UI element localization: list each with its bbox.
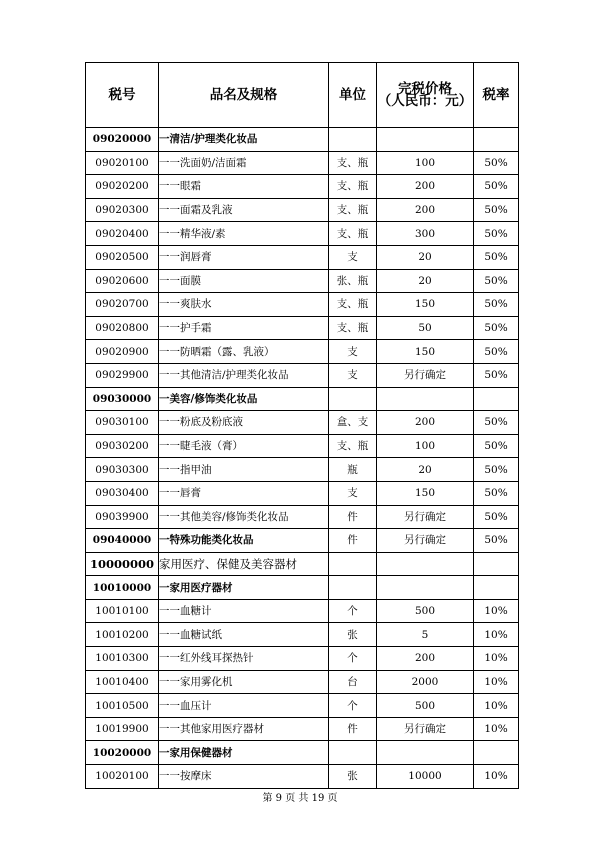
price-cell [377,741,474,765]
code-cell: 09030400 [86,481,159,505]
code-cell: 09020000 [86,128,159,152]
rate-cell: 50% [474,529,519,553]
code-cell: 09039900 [86,505,159,529]
table-row [86,481,519,505]
unit-cell: 个 [329,694,377,718]
code-cell: 09030100 [86,411,159,435]
name-cell: 一一睫毛液（膏） [159,434,329,458]
code-cell: 09020400 [86,222,159,246]
unit-cell [329,552,377,576]
unit-cell: 支、瓶 [329,293,377,317]
price-cell [377,576,474,600]
unit-cell: 支 [329,340,377,364]
unit-cell: 件 [329,505,377,529]
unit-cell [329,128,377,152]
code-cell: 09029900 [86,363,159,387]
header-code: 税号 [86,63,159,128]
price-cell: 200 [377,411,474,435]
name-cell: 一一指甲油 [159,458,329,482]
unit-cell: 台 [329,670,377,694]
table-row [86,316,519,340]
name-cell: 一一血糖计 [159,599,329,623]
rate-cell [474,387,519,411]
table-row [86,505,519,529]
price-cell: 150 [377,481,474,505]
table-row [86,552,519,576]
code-cell: 09040000 [86,529,159,553]
code-cell: 09020200 [86,175,159,199]
table-row [86,717,519,741]
header-unit: 单位 [329,63,377,128]
page-footer: 第 9 页 共 19 页 [262,793,338,804]
unit-cell: 支、瓶 [329,151,377,175]
table-row [86,670,519,694]
unit-cell: 支 [329,245,377,269]
header-price-line1: 完税价格 [398,81,452,97]
unit-cell [329,741,377,765]
price-cell: 150 [377,340,474,364]
price-cell: 500 [377,694,474,718]
table-row [86,151,519,175]
name-cell: 一美容/修饰类化妆品 [159,387,329,411]
code-cell: 10010200 [86,623,159,647]
table-row [86,222,519,246]
name-cell: 一一唇膏 [159,481,329,505]
table-row [86,293,519,317]
unit-cell: 支、瓶 [329,316,377,340]
rate-cell: 50% [474,293,519,317]
header-price-line2: （人民币：元） [377,93,473,109]
table-row [86,765,519,789]
rate-cell: 50% [474,411,519,435]
name-cell: 一一血压计 [159,694,329,718]
code-cell: 10010000 [86,576,159,600]
table-row [86,245,519,269]
table-row [86,694,519,718]
unit-cell: 张 [329,623,377,647]
price-cell: 5 [377,623,474,647]
name-cell: 一一按摩床 [159,765,329,789]
table-row [86,529,519,553]
name-cell: 一特殊功能类化妆品 [159,529,329,553]
code-cell: 10010300 [86,647,159,671]
code-cell: 09030200 [86,434,159,458]
name-cell: 一一其他美容/修饰类化妆品 [159,505,329,529]
table-row [86,599,519,623]
code-cell: 09030000 [86,387,159,411]
code-cell: 10019900 [86,717,159,741]
rate-cell [474,576,519,600]
table-row [86,128,519,152]
price-cell: 150 [377,293,474,317]
name-cell: 一家用保健器材 [159,741,329,765]
rate-cell [474,552,519,576]
name-cell: 一一防晒霜（露、乳液） [159,340,329,364]
table-row [86,411,519,435]
name-cell: 一家用医疗器材 [159,576,329,600]
price-cell: 另行确定 [377,363,474,387]
unit-cell: 个 [329,599,377,623]
unit-cell: 个 [329,647,377,671]
table-row [86,647,519,671]
code-cell: 09020800 [86,316,159,340]
rate-cell: 10% [474,647,519,671]
name-cell: 一一红外线耳探热针 [159,647,329,671]
unit-cell [329,576,377,600]
price-cell: 200 [377,175,474,199]
code-cell: 10010500 [86,694,159,718]
name-cell: 一一洗面奶/洁面霜 [159,151,329,175]
price-cell: 另行确定 [377,505,474,529]
rate-cell [474,128,519,152]
unit-cell [329,387,377,411]
unit-cell: 盒、支 [329,411,377,435]
price-cell: 另行确定 [377,529,474,553]
rate-cell: 50% [474,458,519,482]
price-cell: 100 [377,151,474,175]
table-row [86,269,519,293]
unit-cell: 张、瓶 [329,269,377,293]
rate-cell: 10% [474,717,519,741]
price-cell: 2000 [377,670,474,694]
price-cell: 另行确定 [377,717,474,741]
table-body [86,128,519,789]
price-cell [377,552,474,576]
table-row [86,175,519,199]
price-cell: 10000 [377,765,474,789]
rate-cell: 50% [474,505,519,529]
price-cell [377,387,474,411]
name-cell: 一一护手霜 [159,316,329,340]
rate-cell [474,741,519,765]
unit-cell: 支 [329,363,377,387]
rate-cell: 10% [474,599,519,623]
tariff-table [85,62,519,789]
code-cell: 09030300 [86,458,159,482]
unit-cell: 支、瓶 [329,175,377,199]
table-row [86,623,519,647]
rate-cell: 50% [474,269,519,293]
name-cell: 一一其他家用医疗器材 [159,717,329,741]
rate-cell: 10% [474,670,519,694]
code-cell: 10010100 [86,599,159,623]
unit-cell: 支、瓶 [329,198,377,222]
price-cell: 500 [377,599,474,623]
name-cell: 一一眼霜 [159,175,329,199]
price-cell: 20 [377,269,474,293]
unit-cell: 件 [329,529,377,553]
rate-cell: 50% [474,316,519,340]
unit-cell: 件 [329,717,377,741]
price-cell: 100 [377,434,474,458]
code-cell: 10010400 [86,670,159,694]
unit-cell: 支、瓶 [329,434,377,458]
unit-cell: 支、瓶 [329,222,377,246]
name-cell: 一一面霜及乳液 [159,198,329,222]
price-cell [377,128,474,152]
rate-cell: 50% [474,363,519,387]
rate-cell: 50% [474,151,519,175]
table-row [86,340,519,364]
price-cell: 50 [377,316,474,340]
table-row [86,458,519,482]
table-header-row [86,63,519,128]
name-cell: 一一润唇膏 [159,245,329,269]
code-cell: 10020100 [86,765,159,789]
code-cell: 09020600 [86,269,159,293]
name-cell: 一一精华液/素 [159,222,329,246]
price-cell: 20 [377,458,474,482]
code-cell: 10000000 [86,552,159,576]
table-row [86,741,519,765]
price-cell: 200 [377,198,474,222]
rate-cell: 50% [474,222,519,246]
rate-cell: 50% [474,175,519,199]
rate-cell: 10% [474,623,519,647]
code-cell: 09020500 [86,245,159,269]
code-cell: 09020900 [86,340,159,364]
rate-cell: 50% [474,198,519,222]
name-cell: 一一血糖试纸 [159,623,329,647]
table-row [86,387,519,411]
header-rate: 税率 [474,63,519,128]
price-cell: 200 [377,647,474,671]
unit-cell: 瓶 [329,458,377,482]
rate-cell: 10% [474,765,519,789]
rate-cell: 50% [474,340,519,364]
unit-cell: 张 [329,765,377,789]
rate-cell: 50% [474,434,519,458]
header-name: 品名及规格 [159,63,329,128]
rate-cell: 50% [474,245,519,269]
header-price [377,63,474,128]
price-cell: 20 [377,245,474,269]
name-cell: 一清洁/护理类化妆品 [159,128,329,152]
rate-cell: 50% [474,481,519,505]
name-cell: 家用医疗、保健及美容器材 [159,552,329,576]
code-cell: 09020300 [86,198,159,222]
name-cell: 一一面膜 [159,269,329,293]
name-cell: 一一粉底及粉底液 [159,411,329,435]
name-cell: 一一爽肤水 [159,293,329,317]
code-cell: 09020100 [86,151,159,175]
rate-cell: 10% [474,694,519,718]
name-cell: 一一其他清洁/护理类化妆品 [159,363,329,387]
price-cell: 300 [377,222,474,246]
code-cell: 10020000 [86,741,159,765]
table-row [86,576,519,600]
unit-cell: 支 [329,481,377,505]
name-cell: 一一家用雾化机 [159,670,329,694]
table-row [86,198,519,222]
table-row [86,434,519,458]
code-cell: 09020700 [86,293,159,317]
table-row [86,363,519,387]
